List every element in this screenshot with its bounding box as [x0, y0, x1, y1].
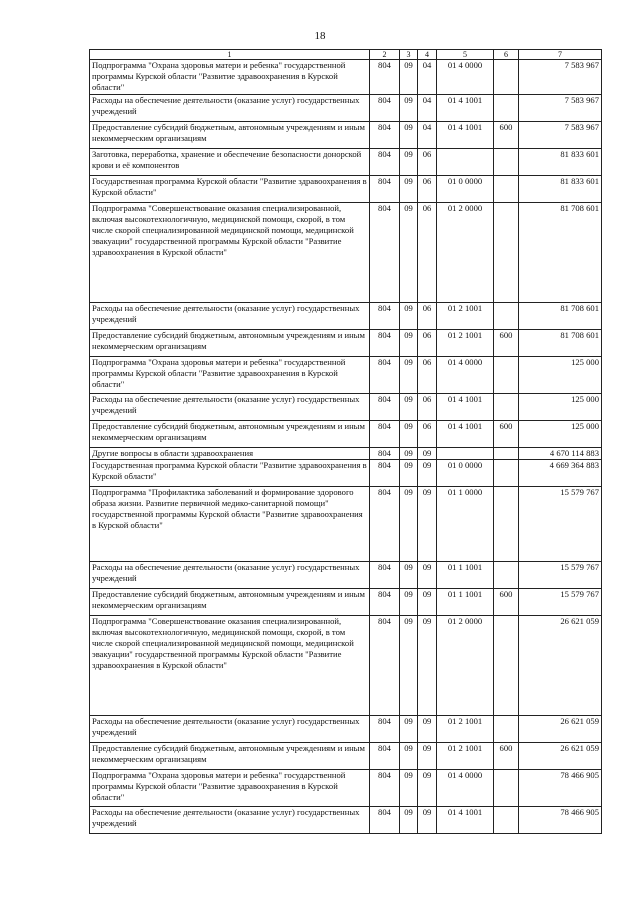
code-target: 01 4 1001: [437, 95, 494, 122]
code-expense-type: [494, 203, 519, 303]
row-amount: 15 579 767: [519, 589, 602, 616]
column-header: 4: [418, 50, 437, 60]
code-subsection: 06: [418, 203, 437, 303]
code-expense-type: [494, 807, 519, 834]
code-subsection: 09: [418, 770, 437, 807]
table-row: [90, 95, 602, 122]
code-subsection: 04: [418, 60, 437, 95]
code-expense-type: [494, 770, 519, 807]
row-amount: 81 833 601: [519, 176, 602, 203]
code-subsection: 09: [418, 448, 437, 460]
column-header: 5: [437, 50, 494, 60]
code-ministry: 804: [370, 303, 400, 330]
code-target: [437, 149, 494, 176]
table-row: [90, 616, 602, 716]
code-section: 09: [400, 357, 418, 394]
code-expense-type: [494, 448, 519, 460]
budget-table: [89, 49, 602, 834]
code-target: 01 1 1001: [437, 562, 494, 589]
table-row: [90, 743, 602, 770]
code-subsection: 09: [418, 562, 437, 589]
row-name: Предоставление субсидий бюджетным, автономным учреждениям и иным некоммерческим организациям: [90, 743, 370, 770]
row-amount: 78 466 905: [519, 770, 602, 807]
code-target: 01 0 0000: [437, 460, 494, 487]
code-subsection: 04: [418, 122, 437, 149]
code-ministry: 804: [370, 149, 400, 176]
row-name: Расходы на обеспечение деятельности (оказание услуг) государственных учреждений: [90, 562, 370, 589]
column-number-header: [90, 50, 602, 60]
row-name: Подпрограмма "Совершенствование оказания специализированной, включая высокотехнологичную, медицинской помощи, скорой, в том числе скорой специализированной медицинской помощи, медицинской эвакуации" государственной программы Курской области "Развитие здравоохранения в Курской области": [90, 203, 370, 303]
table-row: [90, 589, 602, 616]
row-name: Предоставление субсидий бюджетным, автономным учреждениям и иным некоммерческим организациям: [90, 421, 370, 448]
code-ministry: 804: [370, 448, 400, 460]
code-expense-type: [494, 357, 519, 394]
code-target: 01 2 1001: [437, 743, 494, 770]
code-ministry: 804: [370, 616, 400, 716]
row-amount: 15 579 767: [519, 487, 602, 562]
code-section: 09: [400, 122, 418, 149]
code-expense-type: [494, 394, 519, 421]
row-amount: 81 708 601: [519, 330, 602, 357]
table-row: [90, 562, 602, 589]
code-subsection: 06: [418, 330, 437, 357]
code-expense-type: [494, 176, 519, 203]
code-expense-type: 600: [494, 743, 519, 770]
row-name: Предоставление субсидий бюджетным, автономным учреждениям и иным некоммерческим организациям: [90, 330, 370, 357]
code-section: 09: [400, 176, 418, 203]
code-section: 09: [400, 203, 418, 303]
code-section: 09: [400, 149, 418, 176]
code-ministry: 804: [370, 770, 400, 807]
table-row: [90, 716, 602, 743]
row-amount: 7 583 967: [519, 122, 602, 149]
code-section: 09: [400, 95, 418, 122]
code-expense-type: 600: [494, 589, 519, 616]
row-name: Предоставление субсидий бюджетным, автономным учреждениям и иным некоммерческим организациям: [90, 589, 370, 616]
code-ministry: 804: [370, 743, 400, 770]
code-expense-type: [494, 716, 519, 743]
row-name: Подпрограмма "Охрана здоровья матери и ребенка" государственной программы Курской области "Развитие здравоохранения в Курской области": [90, 60, 370, 95]
row-name: Подпрограмма "Профилактика заболеваний и формирование здорового образа жизни. Развитие первичной медико-санитарной помощи" государственной программы Курской области "Развитие здравоохранения в Курской области": [90, 487, 370, 562]
page-number: 18: [314, 30, 326, 42]
code-target: 01 1 0000: [437, 487, 494, 562]
code-subsection: 04: [418, 95, 437, 122]
table-row: [90, 60, 602, 95]
row-name: Расходы на обеспечение деятельности (оказание услуг) государственных учреждений: [90, 394, 370, 421]
code-expense-type: [494, 460, 519, 487]
code-ministry: 804: [370, 394, 400, 421]
row-name: Подпрограмма "Охрана здоровья матери и ребенка" государственной программы Курской области "Развитие здравоохранения в Курской области": [90, 357, 370, 394]
code-target: 01 1 1001: [437, 589, 494, 616]
table-row: [90, 149, 602, 176]
table-row: [90, 394, 602, 421]
table-row: [90, 487, 602, 562]
table-row: [90, 448, 602, 460]
code-expense-type: 600: [494, 330, 519, 357]
row-amount: 4 670 114 883: [519, 448, 602, 460]
code-subsection: 09: [418, 589, 437, 616]
code-target: 01 2 1001: [437, 330, 494, 357]
row-amount: 7 583 967: [519, 95, 602, 122]
row-name: Расходы на обеспечение деятельности (оказание услуг) государственных учреждений: [90, 807, 370, 834]
table-row: [90, 770, 602, 807]
row-name: Предоставление субсидий бюджетным, автономным учреждениям и иным некоммерческим организациям: [90, 122, 370, 149]
code-expense-type: [494, 149, 519, 176]
code-section: 09: [400, 716, 418, 743]
code-section: 09: [400, 330, 418, 357]
code-expense-type: [494, 95, 519, 122]
row-amount: 7 583 967: [519, 60, 602, 95]
code-subsection: 06: [418, 149, 437, 176]
row-name: Государственная программа Курской области "Развитие здравоохранения в Курской области": [90, 176, 370, 203]
row-amount: 26 621 059: [519, 616, 602, 716]
table-row: [90, 122, 602, 149]
budget-table-body: [90, 50, 602, 834]
code-target: 01 4 0000: [437, 357, 494, 394]
code-subsection: 09: [418, 487, 437, 562]
code-subsection: 09: [418, 460, 437, 487]
code-ministry: 804: [370, 562, 400, 589]
code-section: 09: [400, 616, 418, 716]
code-expense-type: [494, 303, 519, 330]
code-ministry: 804: [370, 807, 400, 834]
row-amount: 26 621 059: [519, 716, 602, 743]
row-amount: 125 000: [519, 357, 602, 394]
code-ministry: 804: [370, 330, 400, 357]
code-expense-type: [494, 562, 519, 589]
code-subsection: 06: [418, 421, 437, 448]
row-name: Другие вопросы в области здравоохранения: [90, 448, 370, 460]
code-subsection: 09: [418, 616, 437, 716]
code-ministry: 804: [370, 487, 400, 562]
code-ministry: 804: [370, 716, 400, 743]
row-amount: 81 708 601: [519, 303, 602, 330]
code-target: [437, 448, 494, 460]
code-section: 09: [400, 743, 418, 770]
code-ministry: 804: [370, 60, 400, 95]
row-amount: 15 579 767: [519, 562, 602, 589]
code-section: 09: [400, 562, 418, 589]
table-row: [90, 807, 602, 834]
code-ministry: 804: [370, 203, 400, 303]
code-ministry: 804: [370, 122, 400, 149]
code-expense-type: 600: [494, 122, 519, 149]
code-subsection: 06: [418, 303, 437, 330]
code-section: 09: [400, 394, 418, 421]
code-ministry: 804: [370, 460, 400, 487]
code-expense-type: [494, 616, 519, 716]
row-name: Подпрограмма "Совершенствование оказания специализированной, включая высокотехнологичную, медицинской помощи, скорой, в том числе скорой специализированной медицинской помощи, медицинской эвакуации" государственной программы Курской области "Развитие здравоохранения в Курской области": [90, 616, 370, 716]
code-target: 01 2 1001: [437, 716, 494, 743]
code-ministry: 804: [370, 95, 400, 122]
code-target: 01 4 0000: [437, 770, 494, 807]
code-section: 09: [400, 589, 418, 616]
code-section: 09: [400, 448, 418, 460]
code-ministry: 804: [370, 421, 400, 448]
code-section: 09: [400, 60, 418, 95]
row-name: Государственная программа Курской области "Развитие здравоохранения в Курской области": [90, 460, 370, 487]
code-target: 01 0 0000: [437, 176, 494, 203]
code-section: 09: [400, 303, 418, 330]
table-row: [90, 357, 602, 394]
column-header: 2: [370, 50, 400, 60]
row-name: Заготовка, переработка, хранение и обеспечение безопасности донорской крови и её компонентов: [90, 149, 370, 176]
code-target: 01 2 0000: [437, 616, 494, 716]
code-ministry: 804: [370, 357, 400, 394]
column-header: 7: [519, 50, 602, 60]
row-amount: 26 621 059: [519, 743, 602, 770]
code-section: 09: [400, 421, 418, 448]
row-amount: 125 000: [519, 394, 602, 421]
code-ministry: 804: [370, 589, 400, 616]
code-section: 09: [400, 487, 418, 562]
table-row: [90, 176, 602, 203]
code-subsection: 06: [418, 394, 437, 421]
column-header: 1: [90, 50, 370, 60]
row-amount: 78 466 905: [519, 807, 602, 834]
table-row: [90, 203, 602, 303]
column-header: 3: [400, 50, 418, 60]
table-row: [90, 330, 602, 357]
code-subsection: 09: [418, 743, 437, 770]
code-subsection: 06: [418, 357, 437, 394]
table-row: [90, 421, 602, 448]
row-amount: 125 000: [519, 421, 602, 448]
column-header: 6: [494, 50, 519, 60]
row-amount: 81 833 601: [519, 149, 602, 176]
row-name: Подпрограмма "Охрана здоровья матери и ребенка" государственной программы Курской области "Развитие здравоохранения в Курской области": [90, 770, 370, 807]
table-row: [90, 460, 602, 487]
row-name: Расходы на обеспечение деятельности (оказание услуг) государственных учреждений: [90, 303, 370, 330]
code-section: 09: [400, 807, 418, 834]
code-target: 01 4 1001: [437, 122, 494, 149]
row-amount: 4 669 364 883: [519, 460, 602, 487]
code-subsection: 06: [418, 176, 437, 203]
table-row: [90, 303, 602, 330]
code-section: 09: [400, 770, 418, 807]
code-target: 01 4 1001: [437, 394, 494, 421]
code-ministry: 804: [370, 176, 400, 203]
code-target: 01 4 1001: [437, 421, 494, 448]
code-expense-type: [494, 487, 519, 562]
code-expense-type: [494, 60, 519, 95]
row-name: Расходы на обеспечение деятельности (оказание услуг) государственных учреждений: [90, 95, 370, 122]
code-target: 01 4 1001: [437, 807, 494, 834]
code-target: 01 2 1001: [437, 303, 494, 330]
row-name: Расходы на обеспечение деятельности (оказание услуг) государственных учреждений: [90, 716, 370, 743]
code-subsection: 09: [418, 716, 437, 743]
code-expense-type: 600: [494, 421, 519, 448]
row-amount: 81 708 601: [519, 203, 602, 303]
code-target: 01 2 0000: [437, 203, 494, 303]
code-subsection: 09: [418, 807, 437, 834]
code-section: 09: [400, 460, 418, 487]
code-target: 01 4 0000: [437, 60, 494, 95]
